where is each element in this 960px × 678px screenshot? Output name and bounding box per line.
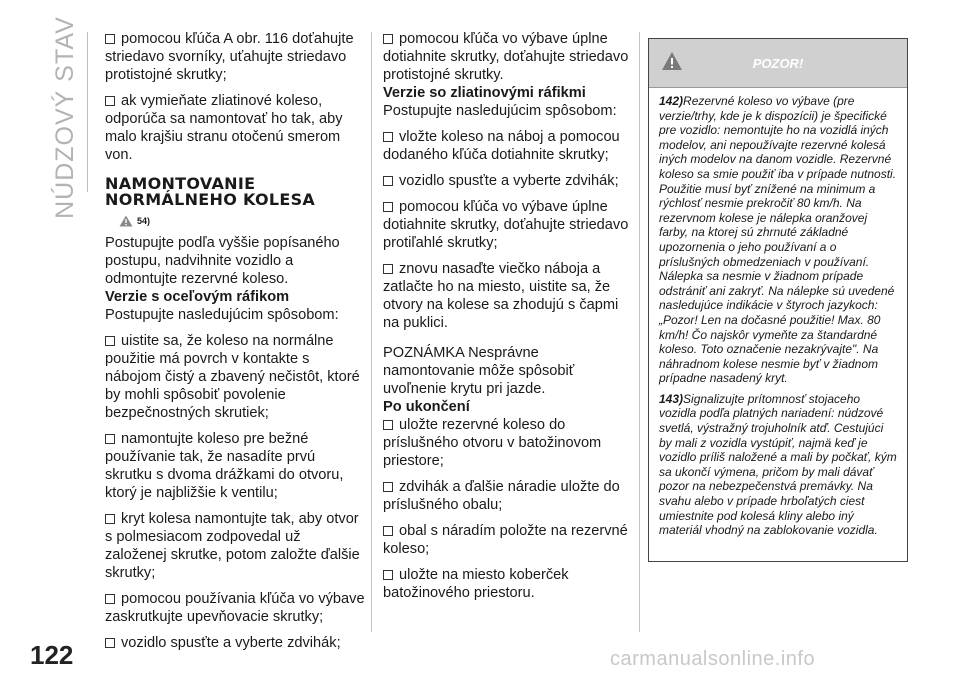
checkbox-bullet-icon	[383, 482, 393, 492]
list-item: pomocou kľúča A obr. 116 doťahujte striedavo svorníky, uťahujte striedavo protistojné skrutky;	[105, 31, 354, 83]
list-item: pomocou kľúča vo výbave úplne dotiahnite skrutky, doťahujte striedavo protistojné skrutky.	[383, 31, 629, 83]
section-title: NÚDZOVÝ STAV	[50, 15, 79, 219]
column-2	[383, 30, 633, 610]
column-1	[105, 30, 365, 660]
paragraph: Postupujte podľa vyššie popísaného postupu, nadvihnite vozidlo a odmontujte rezervné koleso.	[105, 235, 340, 287]
list-item: vozidlo spusťte a vyberte zdvihák;	[383, 172, 633, 190]
list-item: kryt kolesa namontujte tak, aby otvor s polmesiacom zodpovedal už založenej skrutke, potom založte ďalšie skrutky;	[105, 511, 360, 581]
checkbox-bullet-icon	[105, 336, 115, 346]
note-paragraph: POZNÁMKA Nesprávne namontovanie môže spôsobiť uvoľnenie krytu pri jazde.	[383, 345, 575, 397]
warning-header	[649, 39, 907, 88]
checkbox-bullet-icon	[105, 434, 115, 444]
list-item: znovu nasaďte viečko náboja a zatlačte ho na miesto, uistite sa, že otvory na kolese sa zhodujú s čapmi na puklici.	[383, 261, 619, 331]
checkbox-bullet-icon	[105, 514, 115, 524]
paragraph: Postupujte nasledujúcim spôsobom:	[383, 103, 617, 119]
checkbox-bullet-icon	[383, 570, 393, 580]
list-item: pomocou kľúča vo výbave úplne dotiahnite skrutky, doťahujte striedavo protiľahlé skrutky;	[383, 199, 629, 251]
column-divider	[371, 32, 372, 632]
checkbox-bullet-icon	[383, 176, 393, 186]
checkbox-bullet-icon	[383, 132, 393, 142]
checkbox-bullet-icon	[383, 420, 393, 430]
list-item: uistite sa, že koleso na normálne použitie má povrch v kontakte s nábojom čistý a zbavený nečistôt, ktoré by mohli spôsobiť povolenie bezpečnostných skrutiek;	[105, 333, 360, 421]
list-item: uložte rezervné koleso do príslušného otvoru v batožinovom priestore;	[383, 417, 602, 469]
checkbox-bullet-icon	[383, 264, 393, 274]
warning-item: 142)Rezervné koleso vo výbave (pre verzie/trhy, kde je k dispozícii) je špecifické pre vozidlo: nemontujte ho na vozidlá iných modelov, ani nepoužívajte rezervné kolesá iných modelov na danom vozidle. Rezervné koleso sa smie použiť iba v prípade nutnosti. Použitie musí byť znížené na minimum a rýchlosť nesmie prekročiť 80 km/h. Na rezervnom kolese je nálepka oranžovej farby, na ktorej sú zhrnuté základné upozornenia o jeho používaní a o príslušných obmedzeniach v používaní. Nálepka sa nesmie v žiadnom prípade odstrániť ani zakryť. Na nálepke sú uvedené nasledujúce indikácie v štyroch jazykoch: „Pozor! Len na dočasné použitie! Max. 80 km/h! Čo najskôr vymeňte za štandardné koleso. Toto označenie nezakrývajte". Na náhradnom kolese nesmie byť v žiadnom prípadne nasadený kryt.	[659, 94, 897, 386]
warning-box	[648, 38, 908, 562]
list-item: obal s náradím položte na rezervné koleso;	[383, 523, 628, 557]
subheading: Verzie s oceľovým ráfikom	[105, 289, 290, 305]
checkbox-bullet-icon	[383, 34, 393, 44]
page-number: 122	[30, 640, 74, 670]
column-divider	[639, 32, 640, 632]
warning-reference[interactable]: 54)	[119, 212, 365, 230]
checkbox-bullet-icon	[105, 594, 115, 604]
warning-number: 143)	[659, 391, 684, 406]
list-item: namontujte koleso pre bežné používanie tak, že nasadíte prvú skrutku s dvoma drážkami do otvoru, ktorý je najbližšie k ventilu;	[105, 431, 344, 501]
checkbox-bullet-icon	[383, 526, 393, 536]
section-divider	[87, 32, 88, 192]
list-item: pomocou používania kľúča vo výbave zaskrutkujte upevňovacie skrutky;	[105, 591, 365, 625]
list-item: ak vymieňate zliatinové koleso, odporúča sa namontovať ho tak, aby malo krajšiu stranu otočenú smerom von.	[105, 93, 343, 163]
list-item: zdvihák a ďalšie náradie uložte do príslušného obalu;	[383, 479, 620, 513]
list-item: vložte koleso na náboj a pomocou dodaného kľúča dotiahnite skrutky;	[383, 129, 620, 163]
section-heading: NAMONTOVANIE NORMÁLNEHO KOLESA	[105, 174, 316, 209]
warning-body	[649, 88, 907, 538]
warning-triangle-icon	[119, 215, 133, 227]
warning-triangle-icon	[661, 51, 683, 71]
checkbox-bullet-icon	[383, 202, 393, 212]
watermark: carmanualsonline.info	[610, 648, 816, 670]
checkbox-bullet-icon	[105, 96, 115, 106]
checkbox-bullet-icon	[105, 34, 115, 44]
warning-item: 143)Signalizujte prítomnosť stojaceho vozidla podľa platných nariadení: núdzové svetlá, výstražný trojuholník atď. Cestujúci by mali z vozidla vystúpiť, najmä keď je vozidlo príliš naložené a mali by počkať, kým sa ukončí výmena, pričom by mali dávať pozor na nebezpečenstvá premávky. Na svahu alebo v prípade hrboľatých ciest umiestnite pod kolesá kliny alebo iný materiál vhodný na zablokovanie vozidla.	[659, 391, 897, 538]
warning-title: POZOR!	[752, 55, 804, 71]
warning-number: 142)	[659, 94, 684, 108]
list-item: vozidlo spusťte a vyberte zdvihák;	[105, 634, 365, 652]
checkbox-bullet-icon	[105, 638, 115, 648]
list-item: uložte na miesto koberček batožinového priestoru.	[383, 567, 569, 601]
paragraph: Postupujte nasledujúcim spôsobom:	[105, 307, 339, 323]
subheading: Po ukončení	[383, 399, 470, 415]
subheading: Verzie so zliatinovými ráfikmi	[383, 85, 586, 101]
